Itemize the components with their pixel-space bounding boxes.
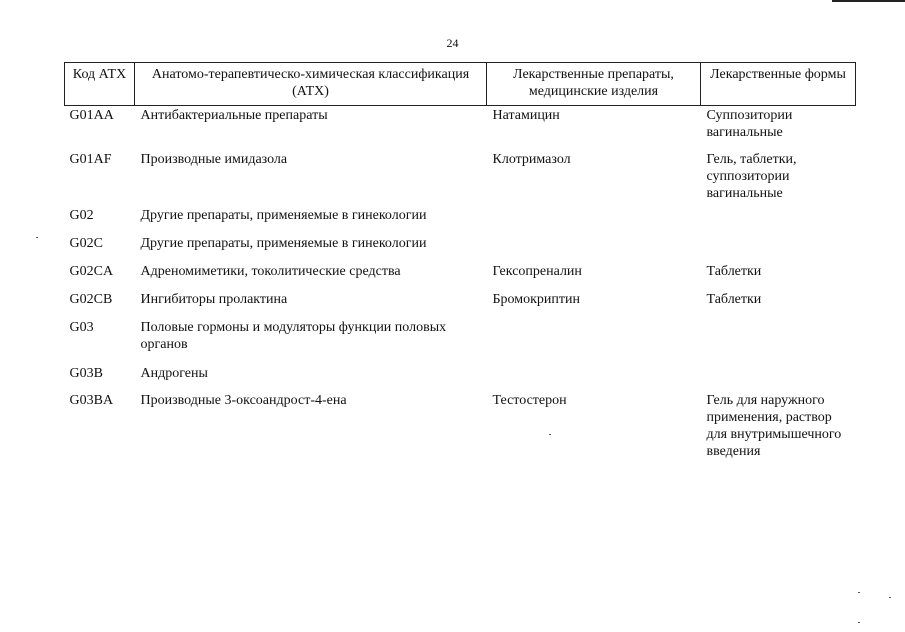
cell-drug: Клотримазол (492, 152, 571, 167)
cell-form (701, 365, 856, 392)
table-row (65, 106, 856, 152)
scan-speck (858, 592, 860, 593)
scan-speck (858, 622, 860, 623)
cell-classification: Другие препараты, применяемые в гинекологии (140, 208, 427, 223)
cell-form: Гель, таблетки, суппозитории вагинальные (706, 152, 797, 201)
table-row (65, 263, 856, 291)
header-classification: Анатомо-терапевтическо-химическая классификация (АТХ) (135, 63, 487, 106)
cell-classification: Адреномиметики, токолитические средства (140, 264, 401, 279)
cell-code: G03BA (69, 393, 114, 408)
cell-classification: Антибактериальные препараты (140, 108, 328, 123)
cell-drug: Тестостерон (492, 393, 567, 408)
header-form: Лекарственные формы (701, 63, 856, 106)
scan-speck (889, 597, 891, 598)
header-code: Код АТХ (65, 63, 135, 106)
cell-classification: Производные имидазола (140, 152, 288, 167)
table-row (65, 392, 856, 482)
cell-form: Суппозитории вагинальные (706, 108, 793, 140)
cell-code: G03B (69, 366, 103, 381)
cell-drug (487, 235, 701, 263)
cell-classification: Ингибиторы пролактина (140, 292, 288, 307)
atx-table (64, 62, 856, 482)
scan-speck (36, 237, 38, 238)
table-row (65, 291, 856, 319)
table-row (65, 365, 856, 392)
cell-code: G02 (69, 208, 94, 223)
cell-code: G02CA (69, 264, 114, 279)
cell-drug: Бромокриптин (492, 292, 581, 307)
table-header-row (65, 63, 856, 106)
cell-classification: Половые гормоны и модуляторы функции половых органов (140, 320, 447, 352)
cell-form (701, 319, 856, 365)
cell-drug (487, 365, 701, 392)
cell-form (701, 207, 856, 235)
table-row (65, 319, 856, 365)
cell-drug (487, 319, 701, 365)
cell-classification: Другие препараты, применяемые в гинекологии (140, 236, 427, 251)
cell-form (701, 235, 856, 263)
header-drug: Лекарственные препараты, медицинские изделия (487, 63, 701, 106)
scan-speck (549, 434, 551, 435)
table-row (65, 235, 856, 263)
cell-classification: Андрогены (140, 366, 208, 381)
cell-drug: Гексопреналин (492, 264, 582, 279)
table-row (65, 151, 856, 207)
table-row (65, 207, 856, 235)
top-edge-rule (832, 0, 905, 2)
cell-code: G03 (69, 320, 94, 335)
cell-code: G01AF (69, 152, 112, 167)
cell-code: G02C (69, 236, 103, 251)
cell-form: Таблетки (706, 264, 762, 279)
cell-form: Таблетки (706, 292, 762, 307)
cell-classification: Производные 3-оксоандрост-4-ена (140, 393, 347, 408)
cell-code: G01AA (69, 108, 114, 123)
cell-form: Гель для наружного применения, раствор для внутримышечного введения (706, 393, 842, 459)
cell-drug (487, 207, 701, 235)
cell-code: G02CB (69, 292, 113, 307)
page-number: 24 (446, 36, 459, 50)
cell-drug: Натамицин (492, 108, 560, 123)
